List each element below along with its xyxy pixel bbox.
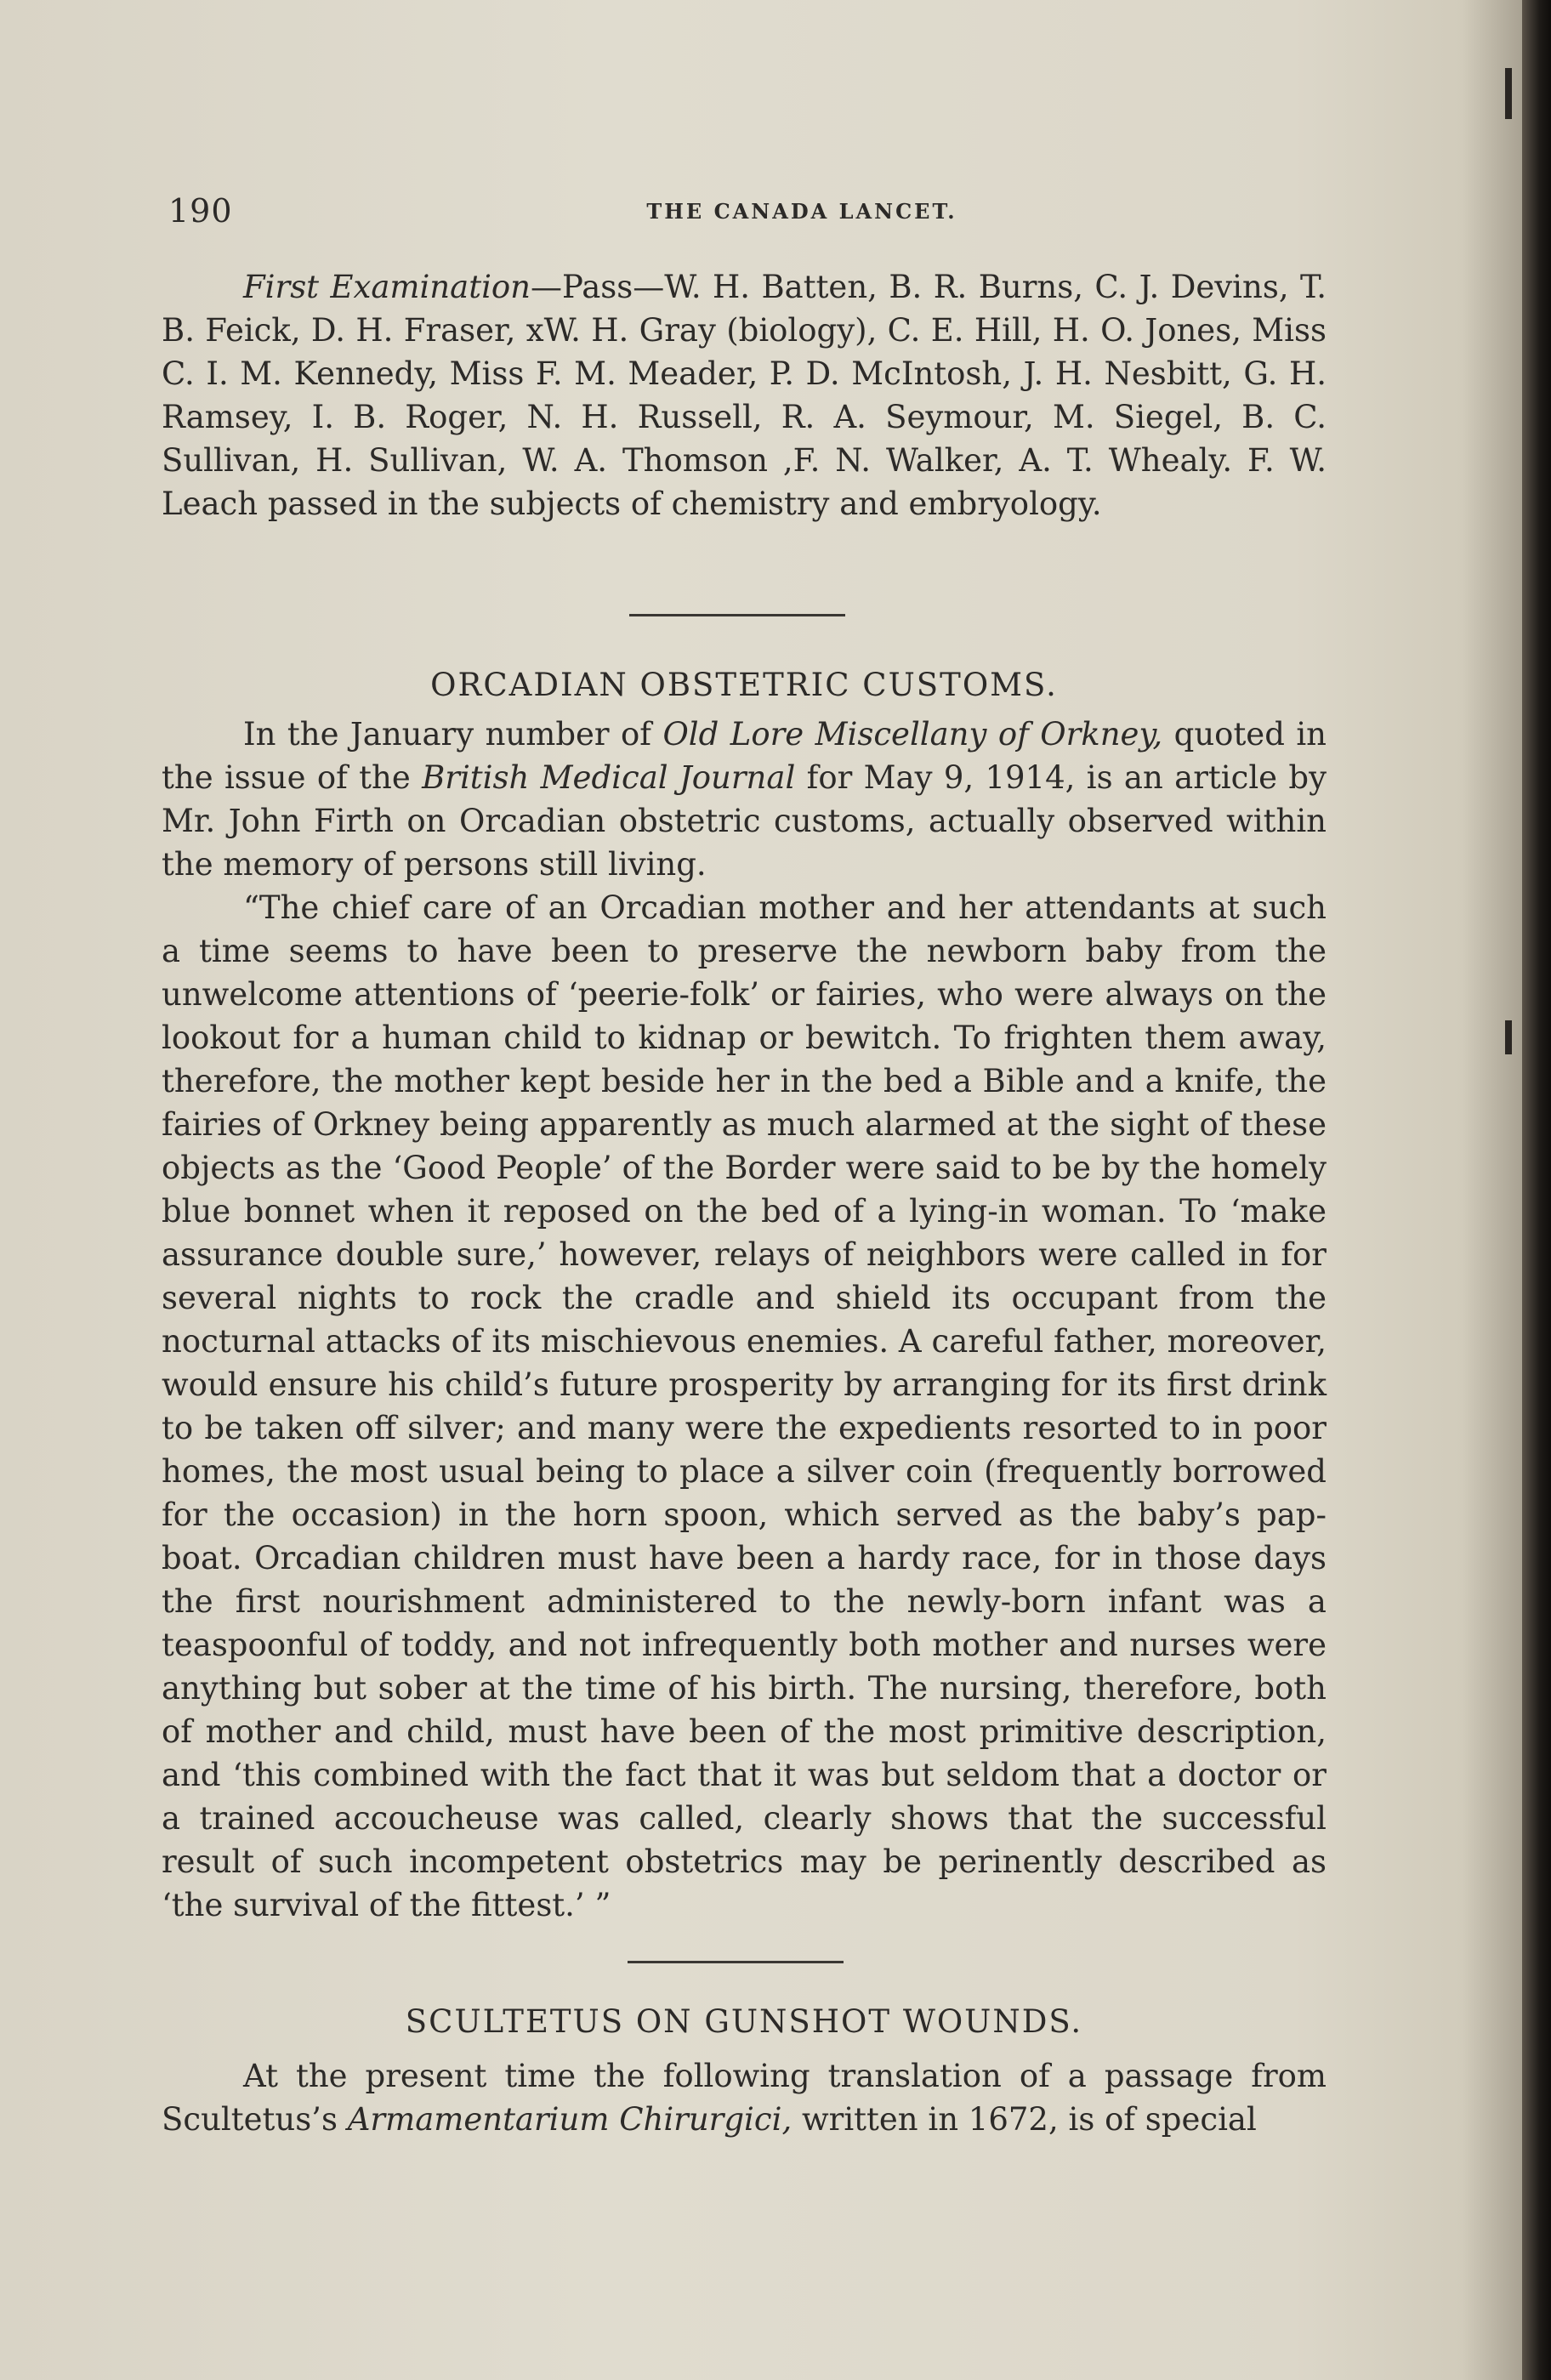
section-divider (629, 614, 845, 616)
book-title: Armamentarium Chirurgici, (347, 2101, 793, 2138)
scultetus-intro-paragraph: At the present time the following translation of a passage from Scultetus’s Armamentarium Chirurgici, written in 1672, is of special (162, 2058, 1327, 2138)
exam-label: First Examination (243, 269, 531, 305)
page-header (168, 192, 1333, 235)
journal-title: British Medical Journal (422, 759, 796, 796)
page-edge-shadow (1463, 0, 1522, 2380)
section-title-orcadian: ORCADIAN OBSTETRIC CUSTOMS. (430, 667, 1058, 703)
orcadian-article (162, 713, 1327, 1927)
journal-title: Old Lore Miscellany of Orkney, (662, 716, 1163, 753)
orcadian-intro-paragraph: In the January number of Old Lore Miscellany of Orkney, quoted in the issue of the British Medical Journal for May 9, 1914, is an article by Mr. John Firth on Orcadian obstetric customs, actually observed within the memory of persons still living. (162, 716, 1327, 883)
orcadian-quote-paragraph: “The chief care of an Orcadian mother and her attendants at such a time seems to have been to preserve the newborn baby from the unwelcome attentions of ‘peerie-folk’ or fairies, who were always on the lookout for a human child to kidnap or bewitch. To frighten them away, therefore, the mother kept beside her in the bed a Bible and a knife, the fairies of Orkney being apparently as much alarmed at the sight of these objects as the ‘Good People’ of the Border were said to be by the homely blue bonnet when it reposed on the bed of a lying-in woman. To ‘make assurance double sure,’ however, relays of neighbors were called in for several nights to rock the cradle and shield its occupant from the nocturnal attacks of its mischievous enemies. A careful father, moreover, would ensure his child’s future prosperity by arranging for its first drink to be taken off silver; and many were the expedients resorted to in poor homes, the most usual being to place a silver coin (frequently borrowed for the occasion) in the horn spoon, which served as the baby’s pap-boat. Orcadian children must have been a hardy race, for in those days the first nourishment administered to the newly-born infant was a teaspoonful of toddy, and not infrequently both mother and nurses were anything but sober at the time of his birth. The nursing, therefore, both of mother and child, must have been of the most primitive description, and ‘this combined with the fact that it was but seldom that a doctor or a trained accoucheuse was called, clearly shows that the successful result of such incompetent obstetrics may be perinently described as ‘the survival of the fittest.’ ” (162, 889, 1327, 1923)
page-number: 190 (168, 192, 233, 230)
section-divider (628, 1961, 844, 1963)
running-head: THE CANADA LANCET. (646, 199, 957, 224)
exam-pass-list: —Pass—W. H. Batten, B. R. Burns, C. J. Devins, T. B. Feick, D. H. Fraser, xW. H. Gray (biology), C. E. Hill, H. O. Jones, Miss C. I. M. Kennedy, Miss F. M. Meader, P. D. McIntosh, J. H. Nesbitt, G. H. Ramsey, I. B. Roger, N. H. Russell, R. A. Seymour, M. Siegel, B. C. Sullivan, H. Sullivan, W. A. Thomson ,F. N. Walker, A. T. Whealy. F. W. Leach passed in the subjects of chemistry and embryology. (162, 269, 1327, 522)
page-fold-mark (1505, 68, 1512, 119)
first-examination-paragraph (162, 265, 1327, 525)
section-title-scultetus: SCULTETUS ON GUNSHOT WOUNDS. (405, 2003, 1083, 2040)
book-spine (1522, 0, 1551, 2380)
scultetus-article (162, 2054, 1327, 2141)
page-fold-mark (1505, 1020, 1512, 1054)
